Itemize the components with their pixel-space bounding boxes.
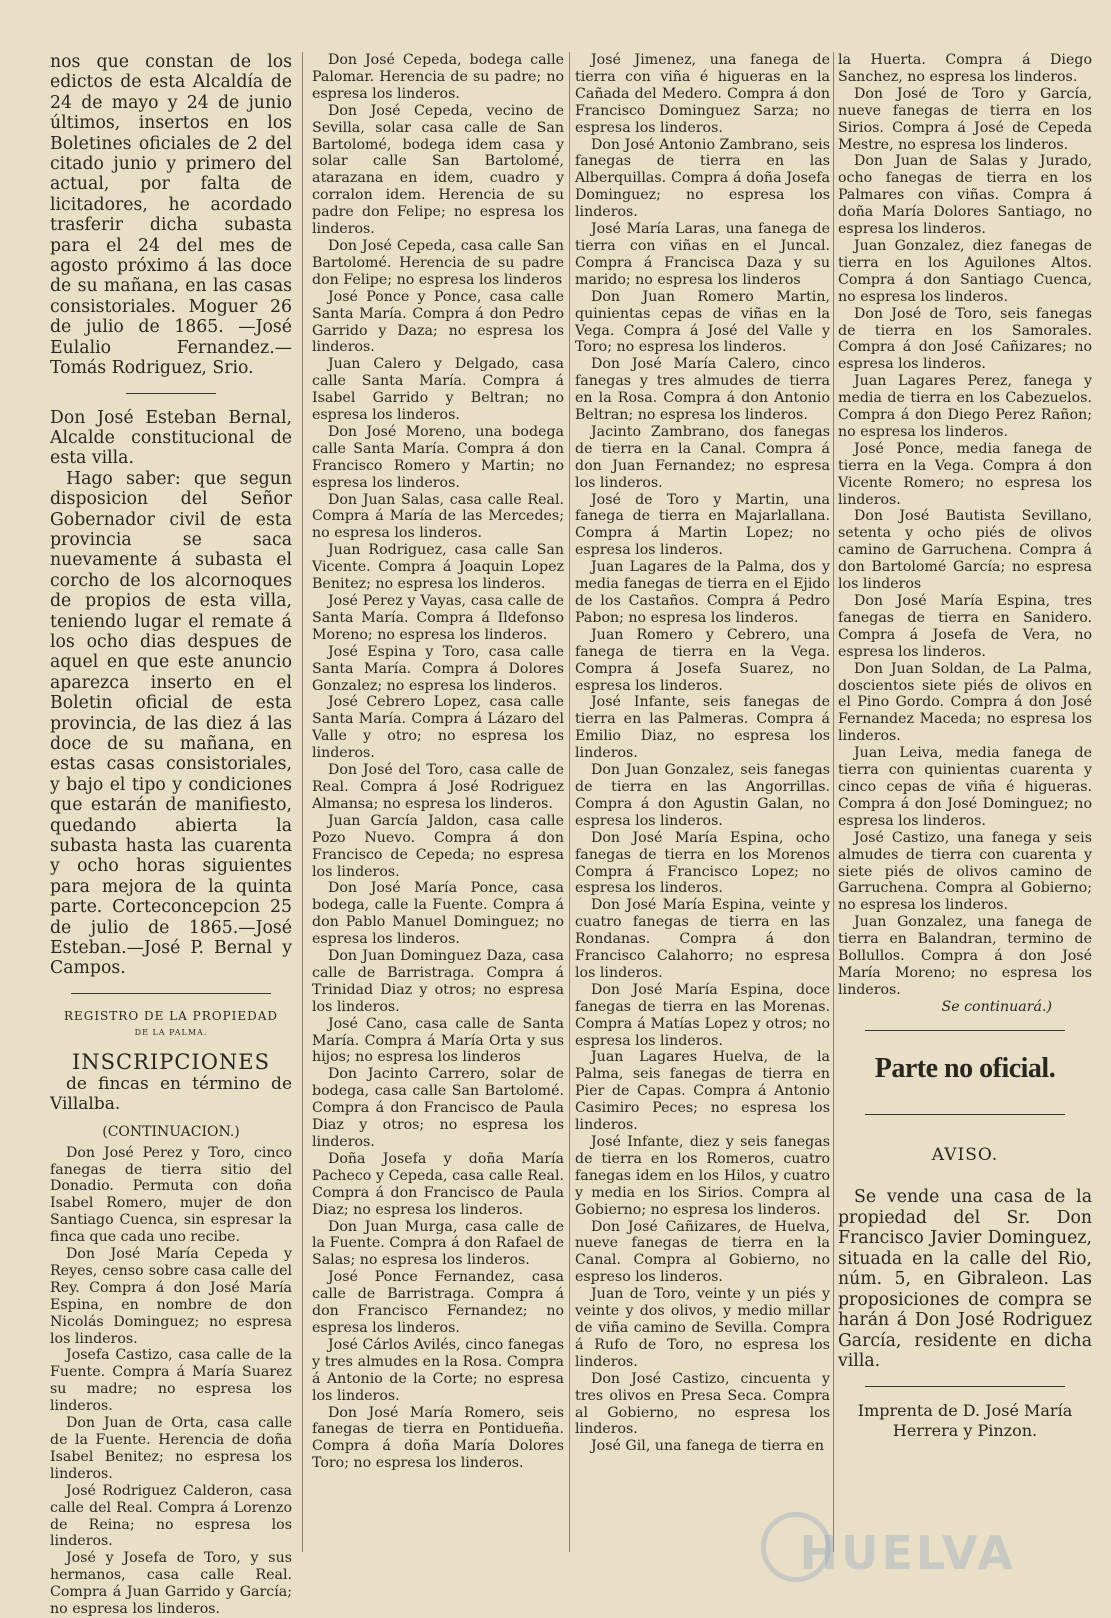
list-item: Don Juan Dominguez Daza, casa calle de Barristraga. Compra á Trinidad Diaz y otros; no espresa los linderos. [312,948,564,1015]
list-item: Don José María Espina, ocho fanegas de tierra en los Morenos Compra á Francisco Lopez; no espresa los linderos. [575,829,830,897]
list-item: Don José Castizo, cincuenta y tres olivos en Presa Seca. Compra al Gobierno, no espresa los linderos. [575,1370,830,1438]
list-item: Juan García Jaldon, casa calle Pozo Nuevo. Compra á don Francisco de Cepeda; no espresa los linderos. [312,812,564,880]
list-item: Don José Perez y Toro, cinco fanegas de tierra sitio del Donadio. Permuta con doña Isabel Romero, mujer de don Santiago Cuenca, sin espresar la finca que cada uno recibe. [50,1144,292,1246]
list-item: Don Juan Salas, casa calle Real. Compra á María de las Mercedes; no espresa los linderos. [312,491,564,542]
list-item: José y Josefa de Toro, y sus hermanos, casa calle Real. Compra á Juan Garrido y García; no espresa los linderos. [50,1550,292,1618]
list-item: la Huerta. Compra á Diego Sanchez, no espresa los linderos. [838,52,1092,85]
edict-continuation: nos que constan de los edictos de esta Alcaldía de 24 de mayo y 24 de junio últimos, insertos en los Boletines oficiales de 2 del citado junio y primero del actual, por falta de licitadores, he acordado trasferir dicha subasta para el 24 del mes de agosto próximo á las doce de su mañana, en las casas consistoriales. Moguer 26 de julio de 1865. —José Eulalio Fernandez.— Tomás Rodriguez, Srio. [50,52,292,379]
list-item: Juan Lagares de la Palma, dos y media fanegas de tierra en el Ejido de los Castaños. Compra á Pedro Pabon; no espresa los linderos. [575,559,830,626]
continuation-note: Se continuará.) [941,998,1052,1015]
list-item: José Ponce, media fanega de tierra en la Vega. Compra á don Vicente Romero; no espresa los linderos. [838,440,1092,508]
list-item: Don José Cepeda, bodega calle Palomar. Herencia de su padre; no espresa los linderos. [312,52,564,102]
list-item: José Perez y Vayas, casa calle de Santa María. Compra á Ildefonso Moreno; no espresa los linderos. [312,593,564,643]
list-item: Don Juan de Orta, casa calle de la Fuente. Herencia de doña Isabel Benitez; no espresa los linderos. [50,1415,292,1482]
list-item: José Jimenez, una fanega de tierra con viña é higueras en la Cañada del Medero. Compra á don Francisco Dominguez Sarza; no espresa los linderos. [575,52,830,136]
list-item: Juan de Toro, veinte y un piés y veinte y dos olivos, y medio millar de viña camino de Sevilla. Compra á Rufo de Toro, no espresa los linderos. [575,1286,830,1370]
column-rule [833,52,834,1552]
list-item: Don José María Cepeda y Reyes, censo sobre casa calle del Rey. Compra á don José María Espina, en nombre de don Nicolás Dominguez; no espresa los linderos. [50,1246,292,1347]
column-rule [569,52,570,1552]
divider [71,993,271,994]
aviso-text: Se vende una casa de la propiedad del Sr. Don Francisco Javier Dominguez, situada en la calle del Rio, núm. 5, en Gibraleon. Las proposiciones de compra se harán á Don José Rodriguez García, residente en dicha villa. [838,1187,1092,1372]
continuacion-label: (CONTINUACION.) [102,1123,240,1140]
list-item: José Rodriguez Calderon, casa calle del Real. Compra á Lorenzo de Reina; no espresa los linderos. [50,1482,292,1550]
list-item: José de Toro y Martin, una fanega de tierra en Majarlallana. Compra á Martin Lopez; no espresa los linderos. [575,491,830,559]
column-3 [575,52,830,1582]
list-item: José Espina y Toro, casa calle Santa María. Compra á Dolores Gonzalez; no espresa los linderos. [312,643,564,694]
list-item: Don José María Calero, cinco fanegas y tres almudes de tierra en la Rosa. Compra á don Antonio Beltran; no espresa los linderos. [575,356,830,424]
list-item: Don Juan de Salas y Jurado, ocho fanegas de tierra en los Palmares con viñas. Compra á doña María Dolores Santiago, no espresa los linderos. [838,153,1092,238]
list-item: Don José María Espina, veinte y cuatro fanegas de tierra en las Rondanas. Compra á don Francisco Calahorro; no espresa los linderos. [575,897,830,981]
list-item: José Infante, seis fanegas de tierra en las Palmeras. Compra á Emilio Diaz, no espresa los linderos. [575,694,830,762]
list-item: Don José Antonio Zambrano, seis fanegas de tierra en las Alberquillas. Compra á doña Josefa Dominguez; no espresa los linderos. [575,136,830,221]
list-item: Doña Josefa y doña María Pacheco y Cepeda, casa calle Real. Compra á don Francisco de Paula Diaz; no espresa los linderos. [312,1150,564,1218]
list-item: José Infante, diez y seis fanegas de tierra en los Romeros, cuatro fanegas idem en los Hilos, y cuatro y media en los Sirios. Compra al Gobierno; no espresa los linderos. [575,1134,830,1218]
registro-subtitle: DE LA PALMA. [134,1027,208,1037]
divider [865,1030,1065,1031]
list-item: Juan Romero y Cebrero, una fanega de tierra en la Vega. Compra á Josefa Suarez, no espresa los linderos. [575,626,830,694]
list-item: Don José del Toro, casa calle de Real. Compra á José Rodriguez Almansa; no espresa los linderos. [312,762,564,812]
list-item: José Ponce Fernandez, casa calle de Barristraga. Compra á don Francisco Fernandez; no espresa los linderos. [312,1269,564,1336]
column-rule [302,52,303,1552]
column-1 [50,52,292,1618]
inscripciones-title: INSCRIPCIONES [71,1049,271,1074]
section-title: Parte no oficial. [874,1052,1056,1084]
list-item: Juan Lagares Huelva, de la Palma, seis fanegas de tierra en Pier de Capas. Compra á Antonio Casimiro Peces; no espresa los linderos. [575,1049,830,1134]
list-item: Juan Lagares Perez, fanega y media de tierra en los Cabezuelos. Compra á don Diego Perez Rañon; no espresa los linderos. [838,373,1092,440]
list-item: José María Laras, una fanega de tierra con viñas en el Juncal. Compra á Francisca Daza y su marido; no espresa los linderos [575,221,830,288]
list-item: Don Juan Gonzalez, seis fanegas de tierra en las Angorrillas. Compra á don Agustin Galan, no espresa los linderos. [575,762,830,829]
list-item: Don José Cepeda, vecino de Sevilla, solar casa calle de San Bartolomé, bodega idem casa y solar calle San Bartolomé, atarazana en idem, cuadro y corralon idem. Herencia de su padre don Felipe; no espresa los linderos. [312,102,564,238]
list-item: Don Juan Romero Martin, quinientas cepas de viñas en la Vega. Compra á José del Valle y Toro; no espresa los linderos. [575,288,830,356]
divider [126,393,216,394]
list-item: José Castizo, una fanega y seis almudes de tierra con cuarenta y siete piés de olivos camino de Garruchena. Compra al Gobierno; no espresa los linderos. [838,829,1092,914]
list-item: Don José Moreno, una bodega calle Santa María. Compra á don Francisco Romero y Martin; no espresa los linderos. [312,423,564,491]
list-item: Juan Gonzalez, una fanega de tierra en Balandran, termino de Bollullos. Compra á don José María Moreno; no espresa los linderos. [838,914,1092,998]
column-4 [838,52,1092,1582]
subasta-notice: Hago saber: que segun disposicion del Señor Gobernador civil de esta provincia se saca nuevamente á subasta el corcho de los alcornoques de propios de esta villa, teniendo lugar el remate á los ocho dias despues de aquel en que este anuncio aparezca inserto en el Boletin oficial de esta provincia, de las diez á las doce de su mañana, en estas casas consistoriales, y bajo el tipo y condiciones que estarán de manifiesto, quedando abierta la subasta hasta las cuarenta y ocho horas siguientes para mejora de la quinta parte. Corteconcepcion 25 de julio de 1865.—José Esteban.—José P. Bernal y Campos. [50,468,292,979]
list-item: Josefa Castizo, casa calle de la Fuente. Compra á María Suarez su madre; no espresa los linderos. [50,1347,292,1415]
inscripciones-subtitle: de fincas en término de Villalba. [50,1073,292,1114]
list-item: Juan Leiva, media fanega de tierra con quinientas cuarenta y cinco cepas de viña é higueras. Compra á don José Dominguez; no espresa los linderos. [838,745,1092,829]
list-item: Don José Cepeda, casa calle San Bartolomé. Herencia de su padre don Felipe; no espresa los linderos [312,237,564,288]
list-item: Don José María Espina, tres fanegas de tierra en Sanidero. Compra á Josefa de Vera, no espresa los linderos. [838,593,1092,660]
list-item: Juan Calero y Delgado, casa calle Santa María. Compra á Isabel Garrido y Beltran; no espresa los linderos. [312,356,564,424]
list-item: José Ponce y Ponce, casa calle Santa María. Compra á don Pedro Garrido y Daza; no espresa los linderos. [312,288,564,356]
list-item: Juan Rodriguez, casa calle San Vicente. Compra á Joaquin Lopez Benitez; no espresa los linderos. [312,542,564,593]
list-item: Juan Gonzalez, diez fanegas de tierra en los Aguilones Altos. Compra á don Santiago Cuenca, no espresa los linderos. [838,237,1092,305]
imprenta-credit: Imprenta de D. José María Herrera y Pinzon. [857,1400,1073,1440]
list-item: Don José María Espina, doce fanegas de tierra en las Morenas. Compra á Matías Lopez y otros; no espresa los linderos. [575,981,830,1049]
list-item: Don José de Toro y García, nueve fanegas de tierra en los Sirios. Compra á José de Cepeda Mestre, no espresa los linderos. [838,85,1092,153]
list-item: Don Juan Murga, casa calle de la Fuente. Compra á don Rafael de Salas; no espresa los linderos. [312,1218,564,1269]
list-item: Jacinto Zambrano, dos fanegas de tierra en la Canal. Compra á don Juan Fernandez; no espresa los linderos. [575,423,830,491]
list-item: José Cano, casa calle de Santa María. Compra á María Orta y sus hijos; no espresa los linderos [312,1015,564,1066]
watermark: HUELVA [799,1526,1016,1580]
divider [865,1114,1065,1115]
list-item: Don José Bautista Sevillano, setenta y ocho piés de olivos camino de Garruchena. Compra á don Bartolomé García; no espresa los linderos [838,508,1092,593]
list-item: Don José de Toro, seis fanegas de tierra en los Samorales. Compra á don José Cañizares; no espresa los linderos. [838,305,1092,373]
list-item: Don José María Romero, seis fanegas de tierra en Pontidueña. Compra á doña María Dolores Toro; no espresa los linderos. [312,1404,564,1472]
alcalde-heading: Don José Esteban Bernal, Alcalde constitucional de esta villa. [50,407,292,469]
column-2 [312,52,564,1582]
list-item: Don José Cañizares, de Huelva, nueve fanegas de tierra en la Canal. Compra al Gobierno, no espreso los linderos. [575,1218,830,1286]
list-item: Don Juan Soldan, de La Palma, doscientos siete piés de olivos en el Pino Gordo. Compra á don José Fernandez Maceda; no espresa los linderos. [838,660,1092,745]
list-item: Don José María Ponce, casa bodega, calle la Fuente. Compra á don Pablo Manuel Dominguez; no espresa los linderos. [312,880,564,948]
list-item: Don Jacinto Carrero, solar de bodega, casa calle San Bartolomé. Compra á don Francisco de Paula Diaz y otros; no espresa los linderos. [312,1066,564,1150]
list-item: José Cebrero Lopez, casa calle Santa María. Compra á Lázaro del Valle y otro; no espresa los linderos. [312,694,564,762]
divider [865,1386,1065,1387]
aviso-title: AVISO. [931,1144,999,1165]
list-item: José Gil, una fanega de tierra en [591,1438,825,1455]
list-item: José Cárlos Avilés, cinco fanegas y tres almudes en la Rosa. Compra á Antonio de la Corte; no espresa los linderos. [312,1336,564,1404]
registro-title: REGISTRO DE LA PROPIEDAD [63,1008,279,1023]
